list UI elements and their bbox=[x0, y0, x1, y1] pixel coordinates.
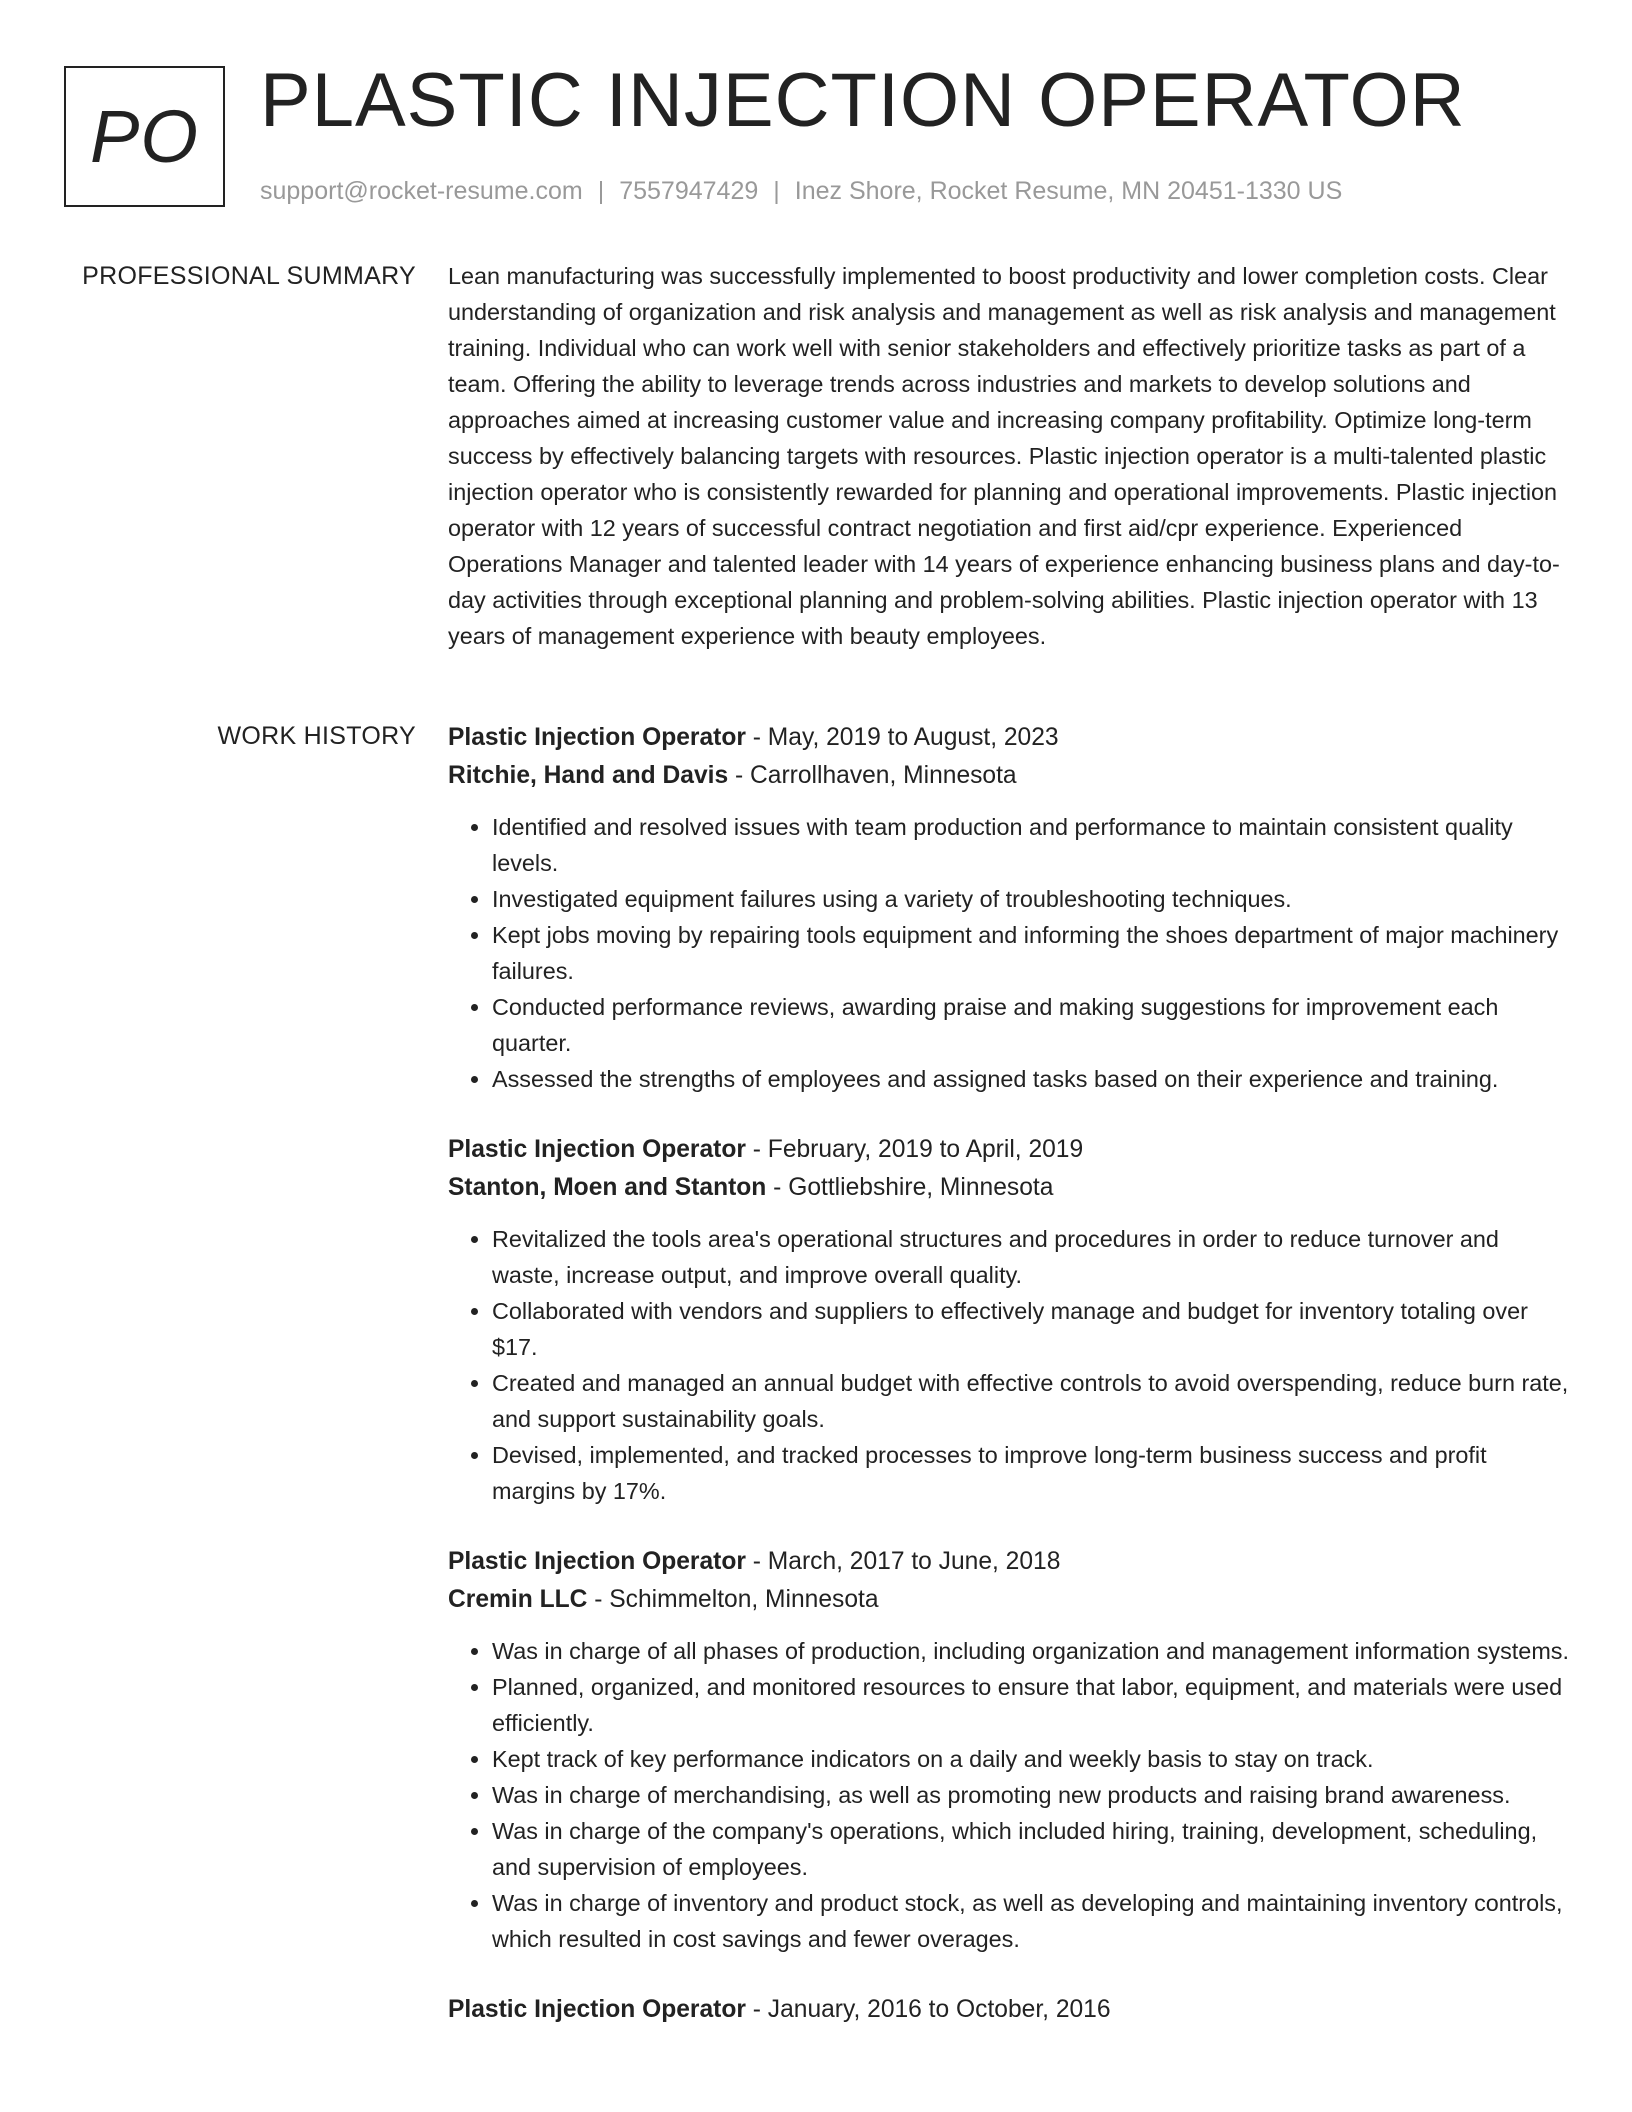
job-title-line bbox=[448, 1131, 1573, 1169]
job-bullet: • Planned, organized, and monitored resources to ensure that labor, equipment, and materials were used efficiently. bbox=[492, 1669, 1573, 1741]
resume-title: PLASTIC INJECTION OPERATOR bbox=[260, 58, 1466, 143]
contact-line bbox=[260, 174, 1342, 208]
job-bullet: • Devised, implemented, and tracked processes to improve long-term business success and profit margins by 17%. bbox=[492, 1437, 1573, 1509]
job-entry bbox=[448, 1131, 1573, 1509]
job-title-line bbox=[448, 1991, 1573, 2029]
monogram-initials: PO bbox=[90, 95, 199, 178]
contact-address: Inez Shore, Rocket Resume, MN 20451-1330 US bbox=[794, 177, 1343, 205]
contact-email[interactable]: support@rocket-resume.com bbox=[260, 177, 583, 205]
summary-heading: PROFESSIONAL SUMMARY bbox=[82, 262, 416, 290]
contact-separator: | bbox=[597, 177, 605, 205]
job-company-line bbox=[448, 1169, 1573, 1207]
job-entry bbox=[448, 719, 1573, 1097]
job-bullet: • Was in charge of the company's operations, which included hiring, training, development, scheduling, and supervision of employees. bbox=[492, 1813, 1573, 1885]
job-company: Cremin LLC bbox=[448, 1586, 588, 1613]
job-dates: - March, 2017 to June, 2018 bbox=[752, 1548, 1061, 1575]
job-company-line bbox=[448, 1581, 1573, 1619]
job-bullet: • Conducted performance reviews, awarding praise and making suggestions for improvement each quarter. bbox=[492, 989, 1573, 1061]
job-bullet: • Assessed the strengths of employees and assigned tasks based on their experience and training. bbox=[492, 1061, 1573, 1097]
job-entry bbox=[448, 1543, 1573, 1957]
work-history-body bbox=[448, 719, 1573, 2063]
job-company-line bbox=[448, 757, 1573, 795]
job-bullet: • Revitalized the tools area's operational structures and procedures in order to reduce turnover and waste, increase output, and improve overall quality. bbox=[492, 1221, 1573, 1293]
job-bullet: • Was in charge of merchandising, as well as promoting new products and raising brand awareness. bbox=[492, 1777, 1573, 1813]
job-bullet-list bbox=[448, 1633, 1573, 1957]
job-bullet-list bbox=[448, 809, 1573, 1097]
job-dates: - February, 2019 to April, 2019 bbox=[752, 1136, 1084, 1163]
job-bullet: • Identified and resolved issues with team production and performance to maintain consistent quality levels. bbox=[492, 809, 1573, 881]
summary-text: Lean manufacturing was successfully implemented to boost productivity and lower completion costs. Clear understanding of organization and risk analysis and management as well as risk analysis and management training. Individual who can work well with senior stakeholders and effectively prioritize tasks as part of a team. Offering the ability to leverage trends across industries and markets to develop solutions and approaches aimed at increasing customer value and increasing company profitability. Optimize long-term success by effectively balancing targets with resources. Plastic injection operator is a multi-talented plastic injection operator who is consistently rewarded for planning and operational improvements. Plastic injection operator with 12 years of successful contract negotiation and first aid/cpr experience. Experienced Operations Manager and talented leader with 14 years of experience enhancing business plans and day-to-day activities through exceptional planning and problem-solving abilities. Plastic injection operator with 13 years of management experience with beauty employees. bbox=[448, 263, 1560, 649]
job-location: - Schimmelton, Minnesota bbox=[594, 1586, 879, 1613]
job-bullet: • Kept jobs moving by repairing tools equipment and informing the shoes department of major machinery failures. bbox=[492, 917, 1573, 989]
job-company: Ritchie, Hand and Davis bbox=[448, 762, 729, 789]
job-title: Plastic Injection Operator bbox=[448, 724, 746, 751]
job-bullet: • Was in charge of all phases of production, including organization and management information systems. bbox=[492, 1633, 1573, 1669]
job-bullet: • Created and managed an annual budget with effective controls to avoid overspending, reduce burn rate, and support sustainability goals. bbox=[492, 1365, 1573, 1437]
job-title: Plastic Injection Operator bbox=[448, 1136, 746, 1163]
job-title-line bbox=[448, 1543, 1573, 1581]
job-bullet: • Collaborated with vendors and suppliers to effectively manage and budget for inventory totaling over $17. bbox=[492, 1293, 1573, 1365]
job-dates: - May, 2019 to August, 2023 bbox=[752, 724, 1059, 751]
job-company: Stanton, Moen and Stanton bbox=[448, 1174, 767, 1201]
job-location: - Gottliebshire, Minnesota bbox=[773, 1174, 1054, 1201]
job-location: - Carrollhaven, Minnesota bbox=[735, 762, 1017, 789]
job-title: Plastic Injection Operator bbox=[448, 1548, 746, 1575]
job-title: Plastic Injection Operator bbox=[448, 1996, 746, 2023]
job-title-line bbox=[448, 719, 1573, 757]
contact-phone[interactable]: 7557947429 bbox=[619, 177, 759, 205]
job-dates: - January, 2016 to October, 2016 bbox=[752, 1996, 1111, 2023]
job-bullet: • Kept track of key performance indicators on a daily and weekly basis to stay on track. bbox=[492, 1741, 1573, 1777]
job-entry bbox=[448, 1991, 1573, 2029]
job-bullet: • Was in charge of inventory and product stock, as well as developing and maintaining inventory controls, which resulted in cost savings and fewer overages. bbox=[492, 1885, 1573, 1957]
job-bullet-list bbox=[448, 1221, 1573, 1509]
job-bullet: • Investigated equipment failures using a variety of troubleshooting techniques. bbox=[492, 881, 1573, 917]
work-history-heading: WORK HISTORY bbox=[217, 722, 416, 750]
contact-separator: | bbox=[773, 177, 780, 205]
monogram-box bbox=[64, 66, 225, 207]
summary-body bbox=[448, 259, 1573, 654]
